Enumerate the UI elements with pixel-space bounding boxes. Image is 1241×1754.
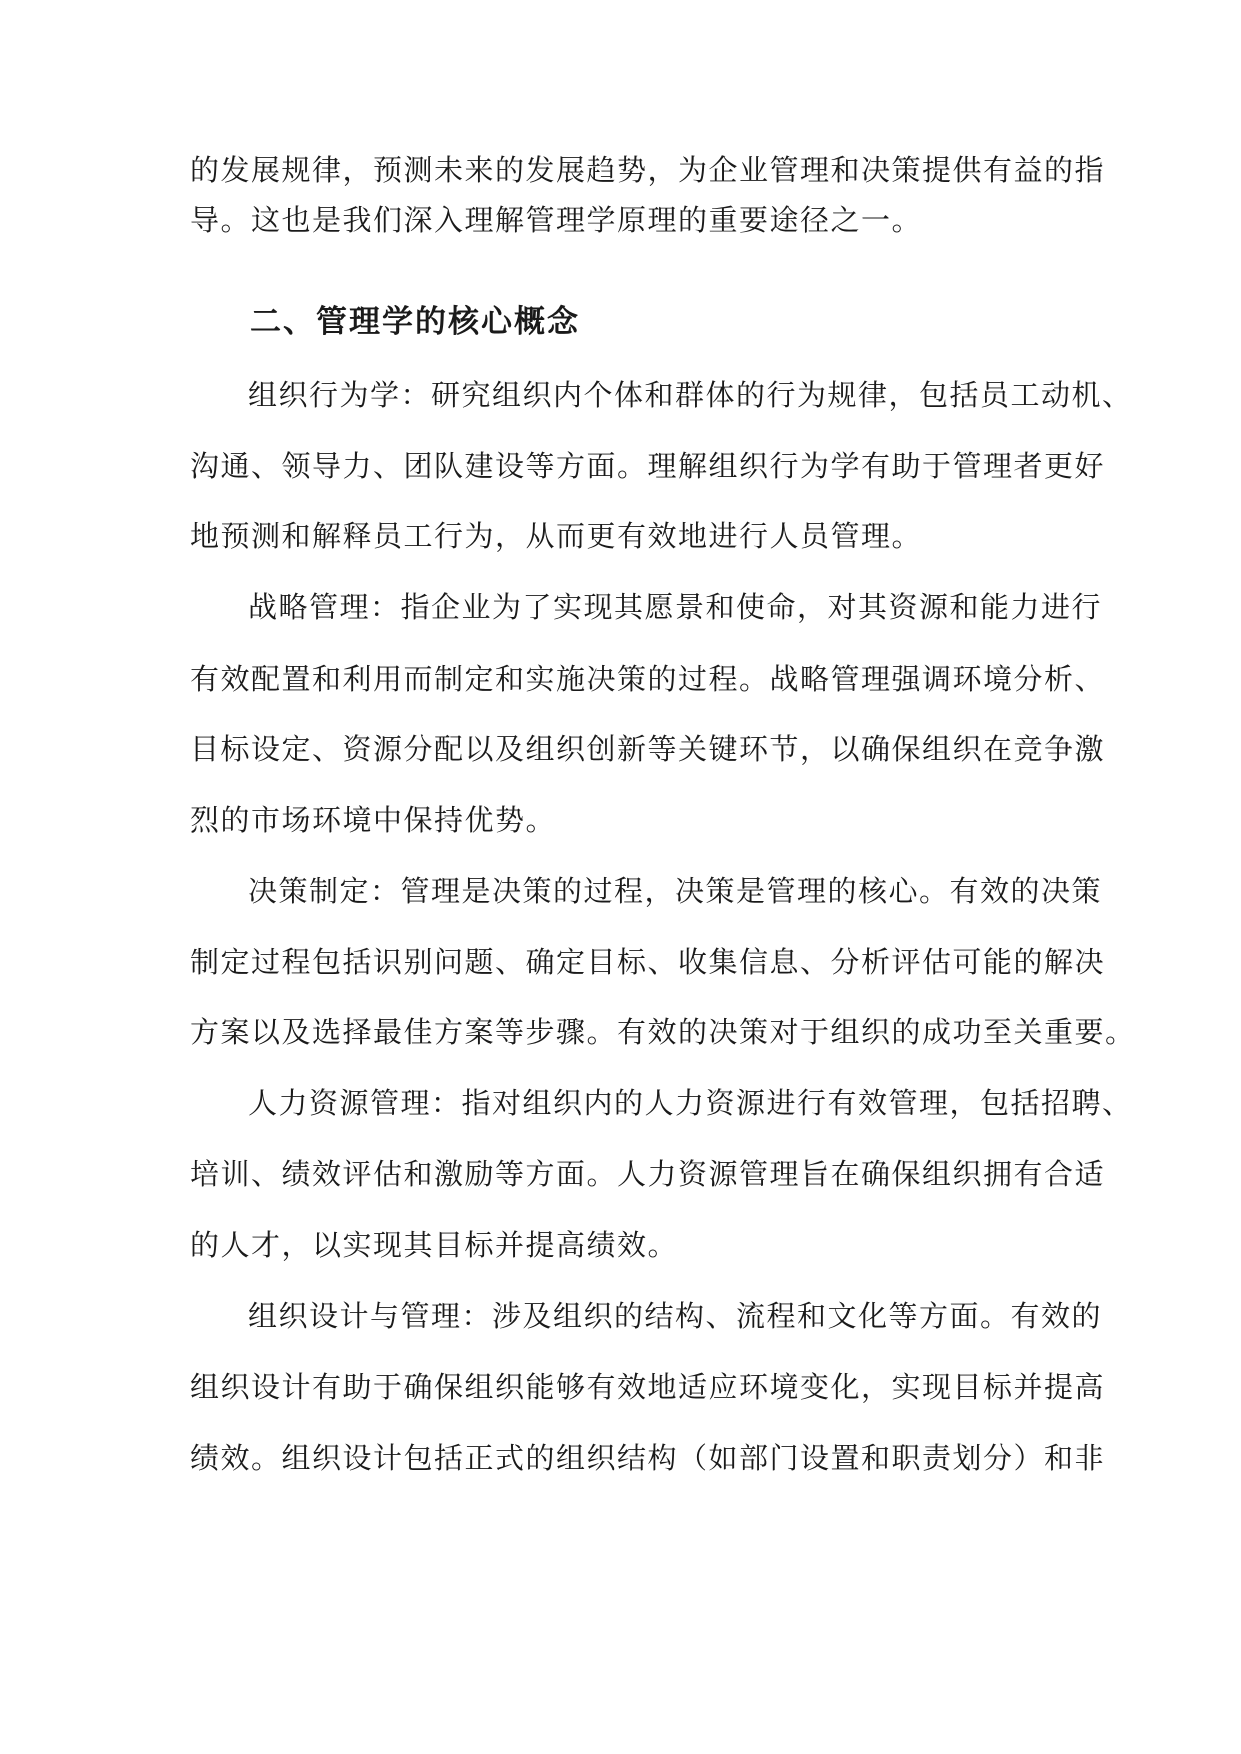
paragraph-line: 方案以及选择最佳方案等步骤。有效的决策对于组织的成功至关重要。 <box>190 1015 1136 1049</box>
paragraph-line: 的人才，以实现其目标并提高绩效。 <box>190 1228 679 1262</box>
paragraph-line: 战略管理：指企业为了实现其愿景和使命，对其资源和能力进行 <box>248 590 1103 624</box>
paragraph-line: 绩效。组织设计包括正式的组织结构（如部门设置和职责划分）和非 <box>190 1441 1106 1475</box>
paragraph-line: 烈的市场环境中保持优势。 <box>190 803 557 837</box>
paragraph-line: 有效配置和利用而制定和实施决策的过程。战略管理强调环境分析、 <box>190 662 1106 696</box>
paragraph-line: 组织设计与管理：涉及组织的结构、流程和文化等方面。有效的 <box>248 1299 1103 1333</box>
paragraph-line: 地预测和解释员工行为，从而更有效地进行人员管理。 <box>190 519 923 553</box>
paragraph-line: 制定过程包括识别问题、确定目标、收集信息、分析评估可能的解决 <box>190 945 1106 979</box>
paragraph-line: 目标设定、资源分配以及组织创新等关键环节，以确保组织在竞争激 <box>190 732 1106 766</box>
section-heading: 二、管理学的核心概念 <box>250 304 580 340</box>
paragraph-line: 培训、绩效评估和激励等方面。人力资源管理旨在确保组织拥有合适 <box>190 1157 1106 1191</box>
paragraph-line: 组织设计有助于确保组织能够有效地适应环境变化，实现目标并提高 <box>190 1370 1106 1404</box>
paragraph-line: 决策制定：管理是决策的过程，决策是管理的核心。有效的决策 <box>248 874 1103 908</box>
paragraph-line: 导。这也是我们深入理解管理学原理的重要途径之一。 <box>190 203 923 237</box>
paragraph-line: 人力资源管理：指对组织内的人力资源进行有效管理，包括招聘、 <box>248 1086 1133 1120</box>
paragraph-line: 组织行为学：研究组织内个体和群体的行为规律，包括员工动机、 <box>248 378 1133 412</box>
paragraph-line: 沟通、领导力、团队建设等方面。理解组织行为学有助于管理者更好 <box>190 449 1106 483</box>
paragraph-line: 的发展规律，预测未来的发展趋势，为企业管理和决策提供有益的指 <box>190 153 1106 187</box>
